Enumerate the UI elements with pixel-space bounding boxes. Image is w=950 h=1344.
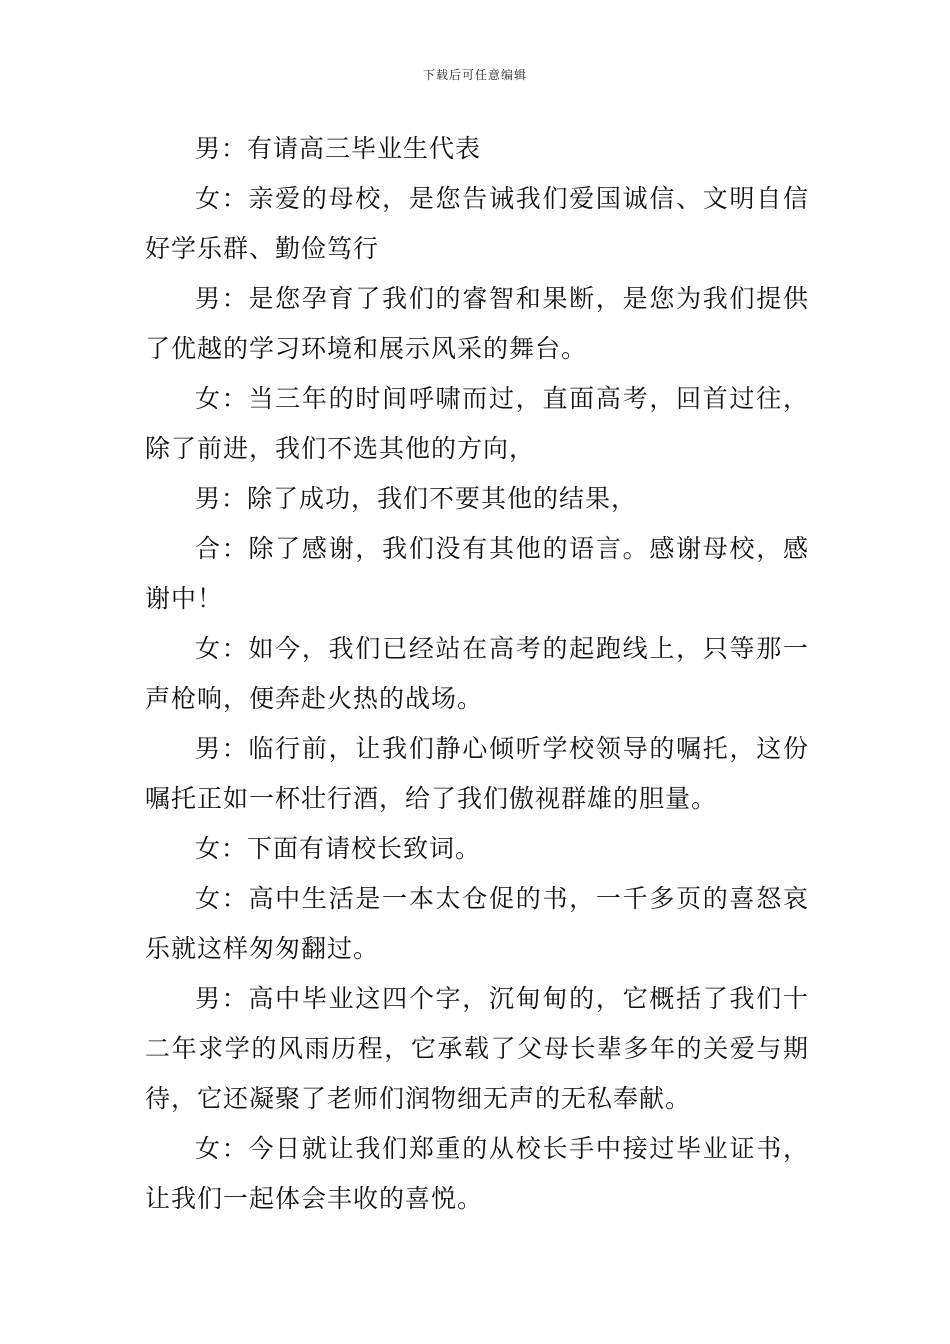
script-line: 女：今日就让我们郑重的从校长手中接过毕业证书，让我们一起体会丰收的喜悦。 [145,1134,809,1213]
script-line: 合：除了感谢，我们没有其他的语言。感谢母校，感谢中！ [145,534,809,613]
script-line: 男：是您孕育了我们的睿智和果断，是您为我们提供了优越的学习环境和展示风采的舞台。 [145,284,809,363]
script-line: 男：除了成功，我们不要其他的结果， [195,484,638,513]
script-line: 男：高中毕业这四个字，沉甸甸的，它概括了我们十二年求学的风雨历程，它承载了父母长辈多年的关爱与期待，它还凝聚了老师们润物细无声的无私奉献。 [145,984,809,1113]
script-line: 女：如今，我们已经站在高考的起跑线上，只等那一声枪响，便奔赴火热的战场。 [145,634,809,713]
script-line: 男：有请高三毕业生代表 [195,134,482,163]
script-body [145,124,809,1224]
script-line: 女：下面有请校长致词。 [195,834,482,863]
script-line: 女：当三年的时间呼啸而过，直面高考，回首过往，除了前进，我们不选其他的方向， [145,384,809,463]
script-line: 女：高中生活是一本太仓促的书，一千多页的喜怒哀乐就这样匆匆翻过。 [145,884,809,963]
header-note: 下载后可任意编辑 [422,68,527,82]
script-line: 男：临行前，让我们静心倾听学校领导的嘱托，这份嘱托正如一杯壮行酒，给了我们傲视群雄的胆量。 [145,734,809,813]
script-line: 女：亲爱的母校，是您告诫我们爱国诚信、文明自信好学乐群、勤俭笃行 [145,184,809,263]
